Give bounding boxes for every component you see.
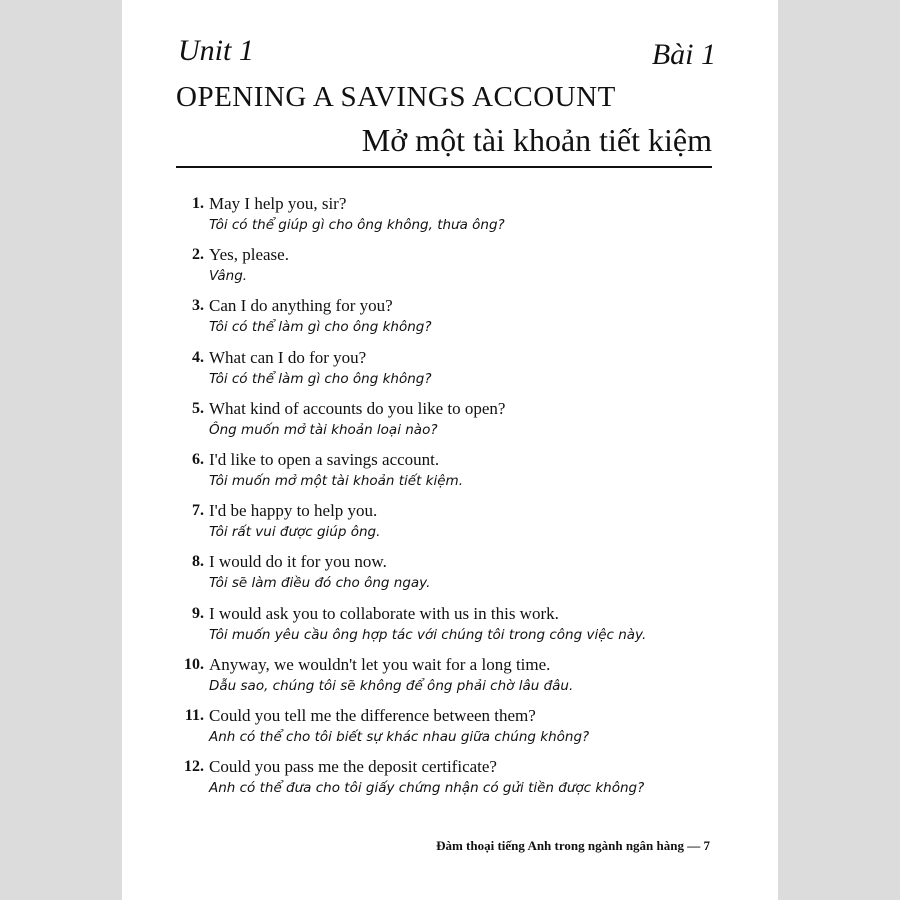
english-phrase: What can I do for you?	[209, 347, 367, 367]
english-phrase: I'd like to open a savings account.	[209, 449, 440, 469]
vietnamese-translation: Tôi sẽ làm điều đó cho ông ngay.	[209, 575, 431, 592]
page-title-english: OPENING A SAVINGS ACCOUNT	[176, 81, 616, 113]
title-divider	[176, 166, 712, 168]
list-item	[172, 551, 742, 602]
vietnamese-translation: Anh có thể cho tôi biết sự khác nhau giữa chúng không?	[209, 728, 590, 745]
item-number: 3.	[192, 297, 204, 315]
item-number: 2.	[192, 246, 204, 264]
vietnamese-translation: Vâng.	[209, 268, 248, 285]
english-phrase: Yes, please.	[209, 245, 289, 265]
list-item	[172, 654, 742, 705]
list-item	[172, 295, 742, 346]
list-item	[172, 705, 742, 756]
vietnamese-translation: Tôi rất vui được giúp ông.	[209, 524, 381, 541]
english-phrase: Can I do anything for you?	[209, 296, 393, 316]
vietnamese-translation: Anh có thể đưa cho tôi giấy chứng nhận có gửi tiền được không?	[209, 780, 645, 797]
english-phrase: I would ask you to collaborate with us in this work.	[209, 603, 559, 623]
vietnamese-translation: Tôi có thể làm gì cho ông không?	[209, 319, 432, 336]
item-number: 10.	[184, 655, 204, 673]
vietnamese-translation: Tôi muốn mở một tài khoản tiết kiệm.	[209, 472, 464, 489]
list-item	[172, 193, 742, 244]
english-phrase: I'd be happy to help you.	[209, 501, 378, 521]
english-phrase: May I help you, sir?	[209, 194, 347, 213]
page-title-vietnamese: Mở một tài khoản tiết kiệm	[361, 122, 712, 158]
vietnamese-translation: Tôi có thể giúp gì cho ông không, thưa ông?	[209, 217, 505, 233]
page-footer: Đàm thoại tiếng Anh trong ngành ngân hàng — 7	[436, 838, 710, 853]
item-number: 5.	[192, 399, 204, 417]
unit-label: Unit 1	[178, 34, 254, 67]
vietnamese-translation: Ông muốn mở tài khoản loại nào?	[209, 421, 438, 438]
vietnamese-translation: Dẫu sao, chúng tôi sẽ không để ông phải chờ lâu đâu.	[209, 677, 574, 694]
list-item	[172, 756, 742, 807]
item-number: 8.	[192, 553, 204, 571]
english-phrase: What kind of accounts do you like to open?	[209, 398, 506, 418]
list-item	[172, 398, 742, 449]
english-phrase: I would do it for you now.	[209, 552, 387, 572]
lesson-label: Bài 1	[651, 38, 716, 71]
list-item	[172, 347, 742, 398]
item-number: 12.	[184, 758, 204, 776]
item-number: 7.	[192, 502, 204, 520]
english-phrase: Could you tell me the difference between them?	[209, 705, 536, 725]
english-phrase: Anyway, we wouldn't let you wait for a long time.	[209, 654, 551, 674]
list-item	[172, 244, 742, 295]
document-page	[122, 0, 778, 900]
list-item	[172, 449, 742, 500]
item-number: 4.	[192, 348, 204, 366]
vietnamese-translation: Tôi có thể làm gì cho ông không?	[209, 370, 432, 387]
phrase-list	[172, 193, 742, 807]
list-item	[172, 500, 742, 551]
item-number: 9.	[192, 604, 204, 622]
english-phrase: Could you pass me the deposit certificate?	[209, 757, 497, 777]
list-item	[172, 603, 742, 654]
vietnamese-translation: Tôi muốn yêu cầu ông hợp tác với chúng tôi trong công việc này.	[209, 626, 647, 643]
item-number: 6.	[192, 450, 204, 468]
item-number: 1.	[192, 195, 204, 212]
item-number: 11.	[184, 706, 204, 724]
